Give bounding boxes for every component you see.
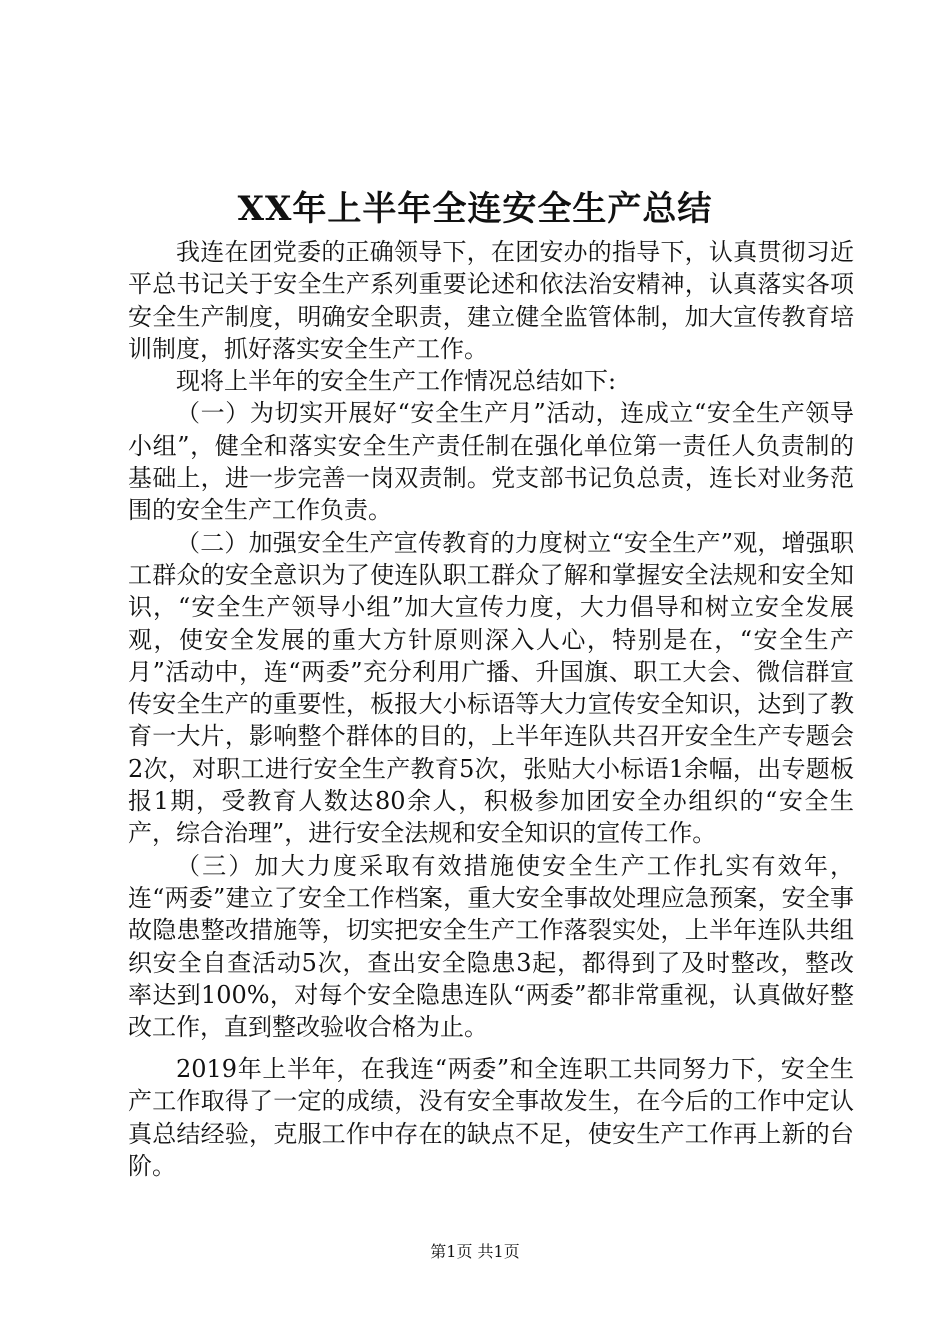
intro-paragraph: 我连在团党委的正确领导下，在团安办的指导下，认真贯彻习近平总书记关于安全生产系列重要论述和依法治安精神，认真落实各项安全生产制度，明确安全职责，建立健全监管体制，加大宣传教育培训制度，抓好落实安全生产工作。: [128, 238, 854, 363]
section-two-paragraph: （二）加强安全生产宣传教育的力度树立“安全生产”观，增强职工群众的安全意识为了使连队职工群众了解和掌握安全法规和安全知识，“安全生产领导小组”加大宣传力度，大力倡导和树立安全发展观，使安全发展的重大方针原则深入人心，特别是在，“安全生产月”活动中，连“两委”充分利用广播、升国旗、职工大会、微信群宣传安全生产的重要性，板报大小标语等大力宣传安全知识，达到了教育一大片，影响整个群体的目的，上半年连队共召开安全生产专题会2次，对职工进行安全生产教育5次，张贴大小标语1余幅，出专题板报1期，受教育人数达80余人，积极参加团安全办组织的“安全生产，综合治理”，进行安全法规和安全知识的宣传工作。: [128, 528, 854, 848]
document-body: [128, 236, 854, 1043]
section-three-paragraph: （三）加大力度采取有效措施使安全生产工作扎实有效年，连“两委”建立了安全工作档案，重大安全事故处理应急预案，安全事故隐患整改措施等，切实把安全生产工作落裂实处，上半年连队共组织安全自查活动5次，查出安全隐患3起，都得到了及时整改，整改率达到100%，对每个安全隐患连队“两委”都非常重视，认真做好整改工作，直到整改验收合格为止。: [128, 851, 854, 1042]
summary-lead-paragraph: 现将上半年的安全生产工作情况总结如下:: [176, 367, 617, 396]
page-footer: 第1页 共1页: [430, 1242, 520, 1261]
document-title: XX年上半年全连安全生产总结: [237, 189, 713, 229]
section-one-paragraph: （一）为切实开展好“安全生产月”活动，连成立“安全生产领导小组”，健全和落实安全生产责任制在强化单位第一责任人负责制的基础上，进一步完善一岗双责制。党支部书记负总责，连长对业务范围的安全生产工作负责。: [128, 399, 854, 525]
closing-paragraph: 2019年上半年，在我连“两委”和全连职工共同努力下，安全生产工作取得了一定的成绩，没有安全事故发生，在今后的工作中定认真总结经验，克服工作中存在的缺点不足，使安生产工作再上新的台阶。: [128, 1055, 854, 1180]
closing-block: [128, 1053, 854, 1182]
